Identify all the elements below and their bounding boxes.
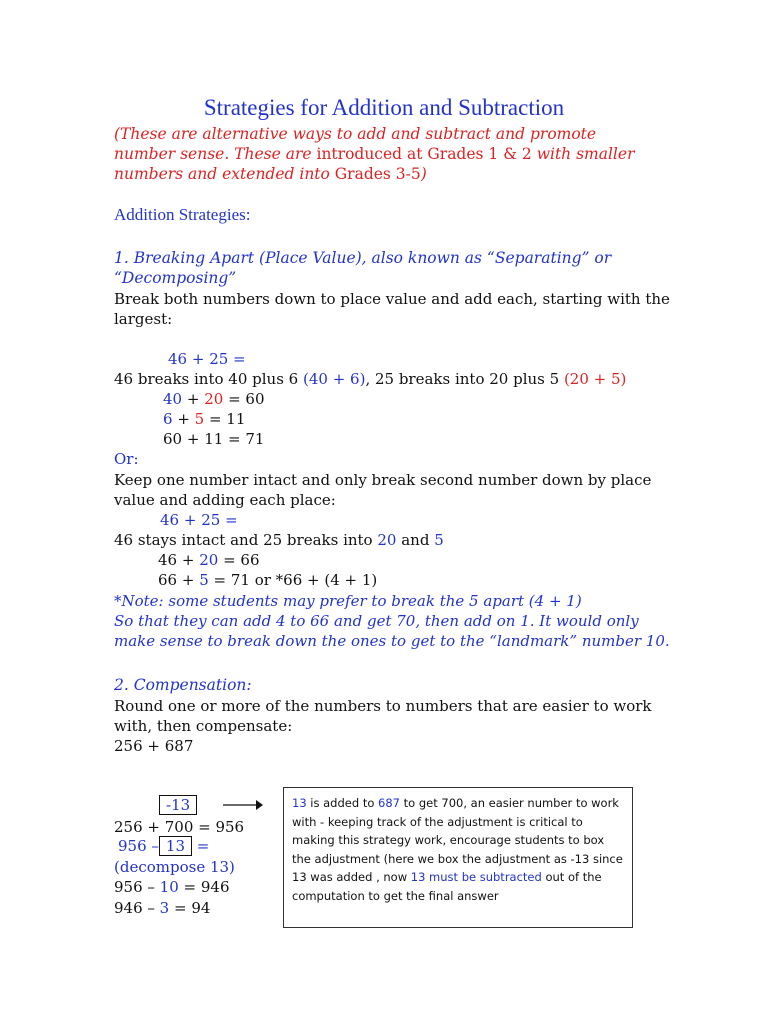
adjustment-value: -13 xyxy=(159,795,197,815)
value-6: 6 xyxy=(163,410,173,428)
alt-description-cont: value and adding each place: xyxy=(114,491,336,509)
intact-line xyxy=(114,530,444,550)
section1-heading-cont: “Decomposing” xyxy=(114,269,237,287)
section2-heading: 2. Compensation: xyxy=(114,676,252,694)
step-text: 956 – xyxy=(114,878,160,896)
note-line: make sense to break down the ones to get to the “landmark” number 10. xyxy=(114,632,670,650)
note-13: 13 xyxy=(292,796,307,810)
intro-text: with smaller numbers and extended into xyxy=(114,145,635,183)
section1-description-cont: largest: xyxy=(114,310,173,328)
alt-step-1 xyxy=(158,550,260,570)
note-text: out of the computation to get the final answer xyxy=(292,870,602,903)
problem-equation: 46 + 25 = xyxy=(168,350,246,368)
intro-grades-3-5: Grades 3-5 xyxy=(334,165,421,183)
result: = 11 xyxy=(204,410,246,428)
value-5: 5 xyxy=(199,571,209,589)
alt-problem-equation: 46 + 25 = xyxy=(160,511,238,529)
boxed-adjustment: 13 xyxy=(159,836,192,856)
section2-description: Round one or more of the numbers to numbers that are easier to work xyxy=(114,697,652,715)
subtract-text: 956 – xyxy=(118,837,159,855)
value-5: 5 xyxy=(434,531,444,549)
breaks-forty-six: (40 + 6) xyxy=(302,370,366,388)
breaks-line xyxy=(114,369,626,389)
value-10: 10 xyxy=(159,878,179,896)
operator: + xyxy=(182,390,205,408)
note-line: *Note: some students may prefer to break the 5 apart (4 + 1) xyxy=(114,592,582,610)
result: = 60 xyxy=(223,390,265,408)
alt-step-text: 66 + xyxy=(158,571,200,589)
explanation-box xyxy=(283,787,633,928)
intact-text: 46 stays intact and 25 breaks into xyxy=(114,531,378,549)
value-20: 20 xyxy=(204,390,224,408)
step-text: = 94 xyxy=(169,899,211,917)
adjustment-box xyxy=(159,795,197,815)
section1-description: Break both numbers down to place value and add each, starting with the xyxy=(114,290,670,308)
arrow-right-icon xyxy=(222,797,264,817)
value-20: 20 xyxy=(199,551,219,569)
alt-description: Keep one number intact and only break second number down by place xyxy=(114,471,652,489)
step-text: = 946 xyxy=(178,878,230,896)
note-687: 687 xyxy=(378,796,400,810)
step-tens xyxy=(163,389,265,409)
note-text: is added to xyxy=(306,796,379,810)
note-line: So that they can add 4 to 66 and get 70, then add on 1. It would only xyxy=(114,612,639,630)
alt-step-text: = 66 xyxy=(218,551,260,569)
or-label: Or: xyxy=(114,450,139,468)
step-text: 946 – xyxy=(114,899,160,917)
value-40: 40 xyxy=(163,390,183,408)
alt-step-text: 46 + xyxy=(158,551,200,569)
step-total: 60 + 11 = 71 xyxy=(163,430,265,448)
value-5: 5 xyxy=(194,410,205,428)
breaks-text: 46 breaks into 40 plus 6 xyxy=(114,370,303,388)
breaks-twenty-five: (20 + 5) xyxy=(563,370,627,388)
rounded-sum: 256 + 700 = 956 xyxy=(114,818,245,836)
alt-step-text: = 71 or *66 + (4 + 1) xyxy=(208,571,378,589)
subtract-text: = xyxy=(192,837,210,855)
intro-grades-1-2: introduced at Grades 1 & 2 xyxy=(316,145,532,163)
compensation-problem: 256 + 687 xyxy=(114,737,194,755)
page-title: Strategies for Addition and Subtraction xyxy=(203,95,565,120)
intro-text: ) xyxy=(420,165,427,183)
note-text: to get 700, an easier number to work with - keeping track of the adjustment is critical to making this strategy work, encourage students to box the adjustment (here we box the adjustment as -13 since 13 was added , now xyxy=(292,796,623,884)
breaks-text: , 25 breaks into 20 plus 5 xyxy=(365,370,564,388)
decompose-note: (decompose 13) xyxy=(114,858,235,876)
intact-text: and xyxy=(396,531,435,549)
subtract-adjustment xyxy=(118,836,209,856)
section2-description-cont: with, then compensate: xyxy=(114,717,293,735)
addition-strategies-heading: Addition Strategies: xyxy=(114,205,251,224)
alt-step-2 xyxy=(158,570,377,590)
section1-heading: 1. Breaking Apart (Place Value), also known as “Separating” or xyxy=(114,249,612,267)
value-20: 20 xyxy=(377,531,397,549)
intro-text: (These are alternative ways to add and subtract and promote number sense. These are xyxy=(114,125,597,163)
subtract-step-1 xyxy=(114,877,230,897)
operator: + xyxy=(172,410,195,428)
intro-paragraph xyxy=(114,124,654,184)
step-ones xyxy=(163,409,245,429)
subtract-step-2 xyxy=(114,898,210,918)
value-3: 3 xyxy=(159,899,170,917)
note-must-subtract: 13 must be subtracted xyxy=(410,870,542,884)
